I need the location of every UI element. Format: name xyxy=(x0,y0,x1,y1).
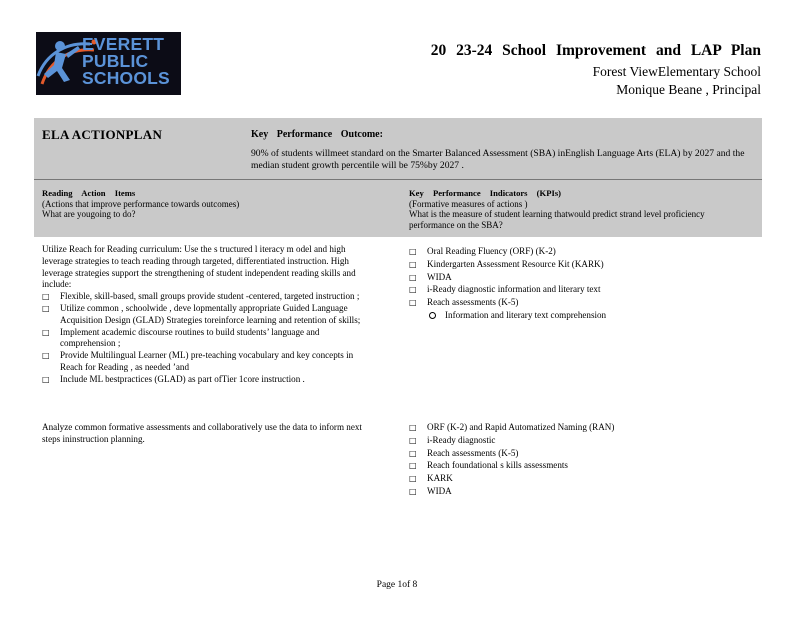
checkbox-bullet-icon: □ xyxy=(42,351,50,361)
kpi-list-1 xyxy=(409,246,739,322)
list-item: □ i-Ready diagnostic xyxy=(409,434,496,445)
district-logo xyxy=(36,32,181,95)
checkbox-bullet-icon: □ xyxy=(42,327,50,337)
kpi-heading: Key Performance Indicators (KPIs) (Formative measures of actions ) What is the measure of student learning thatwould predict strand level proficiency performance on the SBA? xyxy=(409,188,705,230)
action-intro: Utilize Reach for Reading curriculum: Use the s tructured l iteracy m odel and high leverage strategies to teach reading through targeted, differentiated instruction. High leverage strategies support the strengthening of student independent reading skills and include: xyxy=(42,244,356,290)
checkbox-bullet-icon: □ xyxy=(42,374,50,384)
page-number: Page 1of 8 xyxy=(376,580,418,590)
list-item: □ Kindergarten Assessment Resource Kit (KARK) xyxy=(409,258,604,269)
list-item: □ KARK xyxy=(409,473,453,484)
kpo-label: Key Performance Outcome: xyxy=(251,129,383,140)
list-item: □ ORF (K-2) and Rapid Automatized Naming (RAN) xyxy=(409,422,615,432)
list-item: □ WIDA xyxy=(409,271,452,282)
kpo-text: 90% of students willmeet standard on the Smarter Balanced Assessment (SBA) inEnglish Language Arts (ELA) by 2027 and the median student growth percentile will be 75%by 2027 . xyxy=(251,148,745,171)
list-item: □ Reach assessments (K-5) xyxy=(409,447,519,458)
action-items-heading: Reading Action Items (Actions that improve performance towards outcomes) What are yougoing to do? xyxy=(42,188,240,219)
list-item: □ WIDA xyxy=(409,485,452,496)
checkbox-bullet-icon: □ xyxy=(409,448,417,458)
list-item: □ Provide Multilingual Learner (ML) pre-teaching vocabulary and key concepts in Reach for Reading , as needed ’and xyxy=(42,350,354,372)
circle-bullet-icon xyxy=(429,312,436,319)
checkbox-bullet-icon: □ xyxy=(409,272,417,282)
list-item: □ Reach foundational s kills assessments xyxy=(409,460,568,471)
list-item: □ Include ML bestpractices (GLAD) as part ofTier 1core instruction . xyxy=(42,373,305,384)
checkbox-bullet-icon: □ xyxy=(409,259,417,269)
checkbox-bullet-icon: □ xyxy=(409,285,417,295)
list-item: □ Implement academic discourse routines to build students’ language and comprehension ; xyxy=(42,326,320,349)
checkbox-bullet-icon: □ xyxy=(409,435,417,445)
list-item: □ Flexible, skill-based, small groups provide student -centered, targeted instruction ; xyxy=(42,291,360,302)
action-intro: Analyze common formative assessments and collaboratively use the data to inform next steps ininstruction planning. xyxy=(42,422,362,444)
checkbox-bullet-icon: □ xyxy=(42,292,50,302)
list-item: Information and literary text comprehension xyxy=(427,310,739,322)
checkbox-bullet-icon: □ xyxy=(409,461,417,471)
list-item: □ Utilize common , schoolwide , deve lopmentally appropriate Guided Language Acquisition Design (GLAD) Strategies toreinforce learning and retention of skills; xyxy=(42,302,361,325)
action-bullet-list xyxy=(42,291,377,385)
checkbox-bullet-icon: □ xyxy=(409,486,417,496)
plan-header-box xyxy=(34,118,762,237)
plan-title-row xyxy=(34,118,762,180)
checkbox-bullet-icon: □ xyxy=(42,303,50,313)
list-item: □ Reach assessments (K-5) xyxy=(409,297,519,308)
list-item: □ i-Ready diagnostic information and literary text xyxy=(409,284,601,295)
document-header xyxy=(431,42,761,98)
checkbox-bullet-icon: □ xyxy=(409,247,417,256)
kpi-sub-list xyxy=(427,310,739,322)
list-item: □ Oral Reading Fluency (ORF) (K-2) xyxy=(409,246,556,256)
action-item-1 xyxy=(42,244,377,386)
school-name: Forest ViewElementary School xyxy=(592,64,761,79)
logo-wordmark: EVERETT PUBLIC SCHOOLS xyxy=(82,34,170,88)
checkbox-bullet-icon: □ xyxy=(409,298,417,308)
action-item-2 xyxy=(42,422,377,446)
document-title: 20 23-24 School Improvement and LAP Plan xyxy=(430,42,761,59)
kpi-list-2 xyxy=(409,422,739,499)
plan-title: ELA ACTIONPLAN xyxy=(42,127,163,142)
checkbox-bullet-icon: □ xyxy=(409,474,417,484)
checkbox-bullet-icon: □ xyxy=(409,423,417,432)
principal-name: Monique Beane , Principal xyxy=(616,82,761,97)
